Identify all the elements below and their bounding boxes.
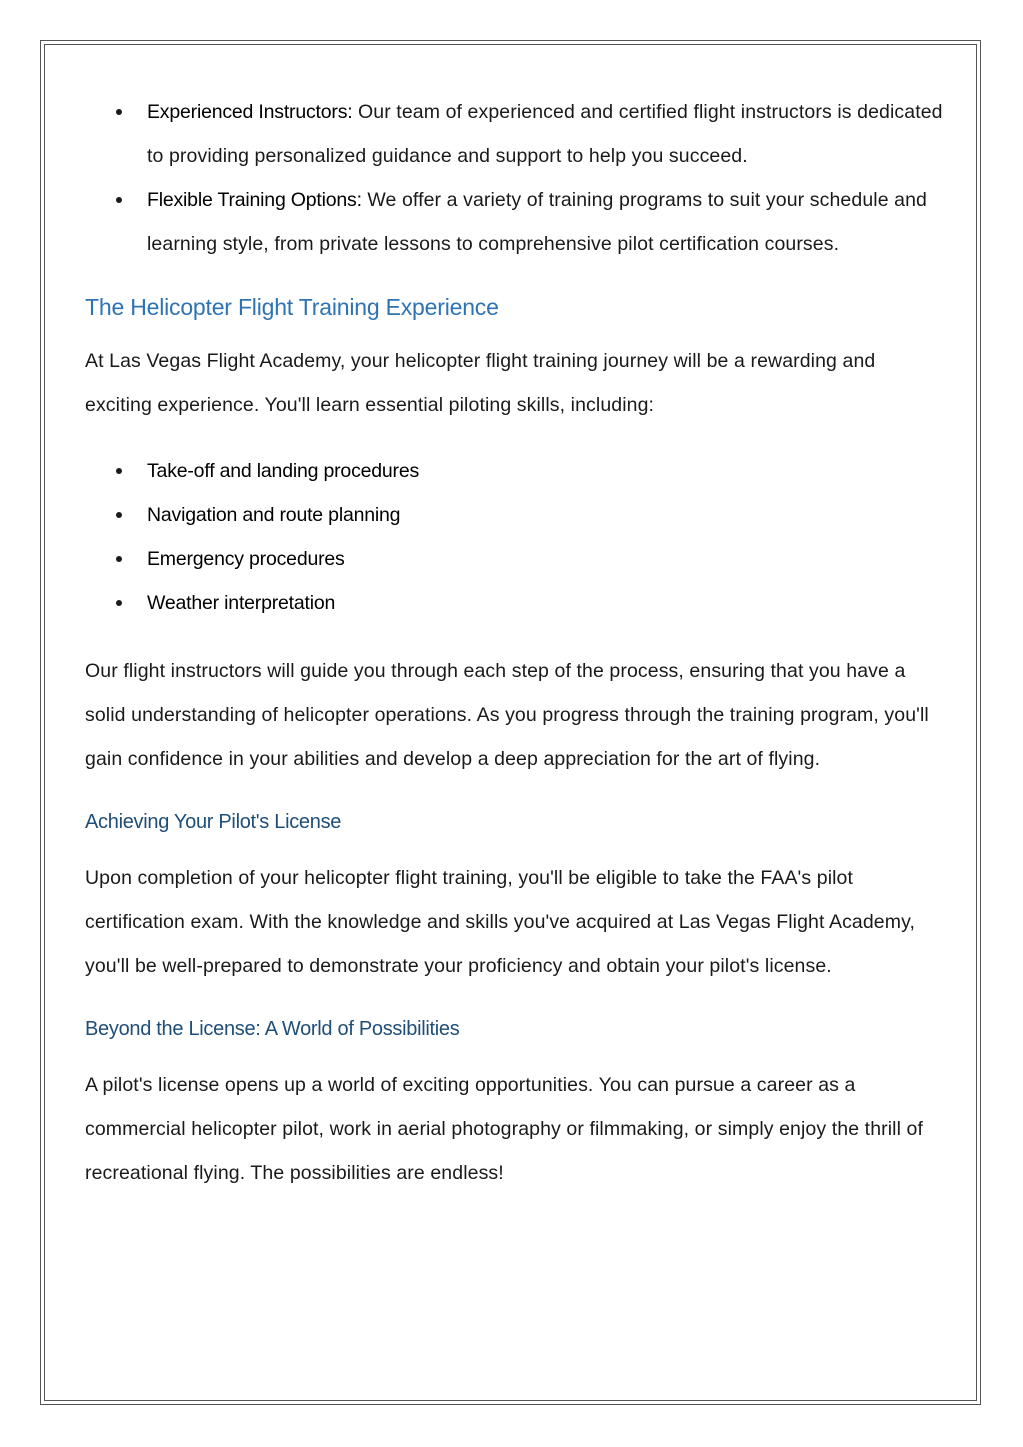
paragraph: Our flight instructors will guide you through each step of the process, ensuring that you have a solid understanding of helicopter operations. As you progress through the training program, you'll gain confidence in your abilities and develop a deep appreciation for the art of flying. [85,660,929,770]
paragraph: Upon completion of your helicopter flight training, you'll be eligible to take the FAA's pilot certification exam. With the knowledge and skills you've acquired at Las Vegas Flight Academy, you'll be well-prepared to demonstrate your proficiency and obtain your pilot's license. [85,867,916,977]
paragraph: At Las Vegas Flight Academy, your helicopter flight training journey will be a rewarding and exciting experience. You'll learn essential piloting skills, including: [85,350,876,416]
list-item [85,537,945,581]
section-heading: Achieving Your Pilot's License [85,811,342,833]
list-item [85,90,945,178]
bullet-icon [116,556,122,562]
list-item [85,178,945,266]
bullet-icon [116,468,122,474]
list-item [85,493,945,537]
feature-text: Our team of experienced and certified flight instructors is dedicated to providing personalized guidance and support to help you succeed. [147,101,943,167]
section-heading: The Helicopter Flight Training Experience [85,294,499,320]
section-heading: Beyond the License: A World of Possibilities [85,1018,460,1040]
paragraph: A pilot's license opens up a world of exciting opportunities. You can pursue a career as a commercial helicopter pilot, work in aerial photography or filmmaking, or simply enjoy the thrill of recreational flying. The possibilities are endless! [85,1074,924,1184]
feature-text: We offer a variety of training programs to suit your schedule and learning style, from private lessons to comprehensive pilot certification courses. [147,189,927,255]
skill-text: Weather interpretation [147,592,336,614]
bullet-icon [116,512,122,518]
feature-term: Experienced Instructors: [147,101,353,123]
feature-list [85,90,945,266]
bullet-icon [116,600,122,606]
feature-term: Flexible Training Options: [147,189,362,211]
list-item [85,449,945,493]
skill-text: Navigation and route planning [147,504,401,526]
skills-list [85,449,945,625]
bullet-icon [116,109,122,115]
list-item [85,581,945,625]
skill-text: Take-off and landing procedures [147,460,420,482]
bullet-icon [116,197,122,203]
document-body [85,90,945,1195]
skill-text: Emergency procedures [147,548,345,570]
